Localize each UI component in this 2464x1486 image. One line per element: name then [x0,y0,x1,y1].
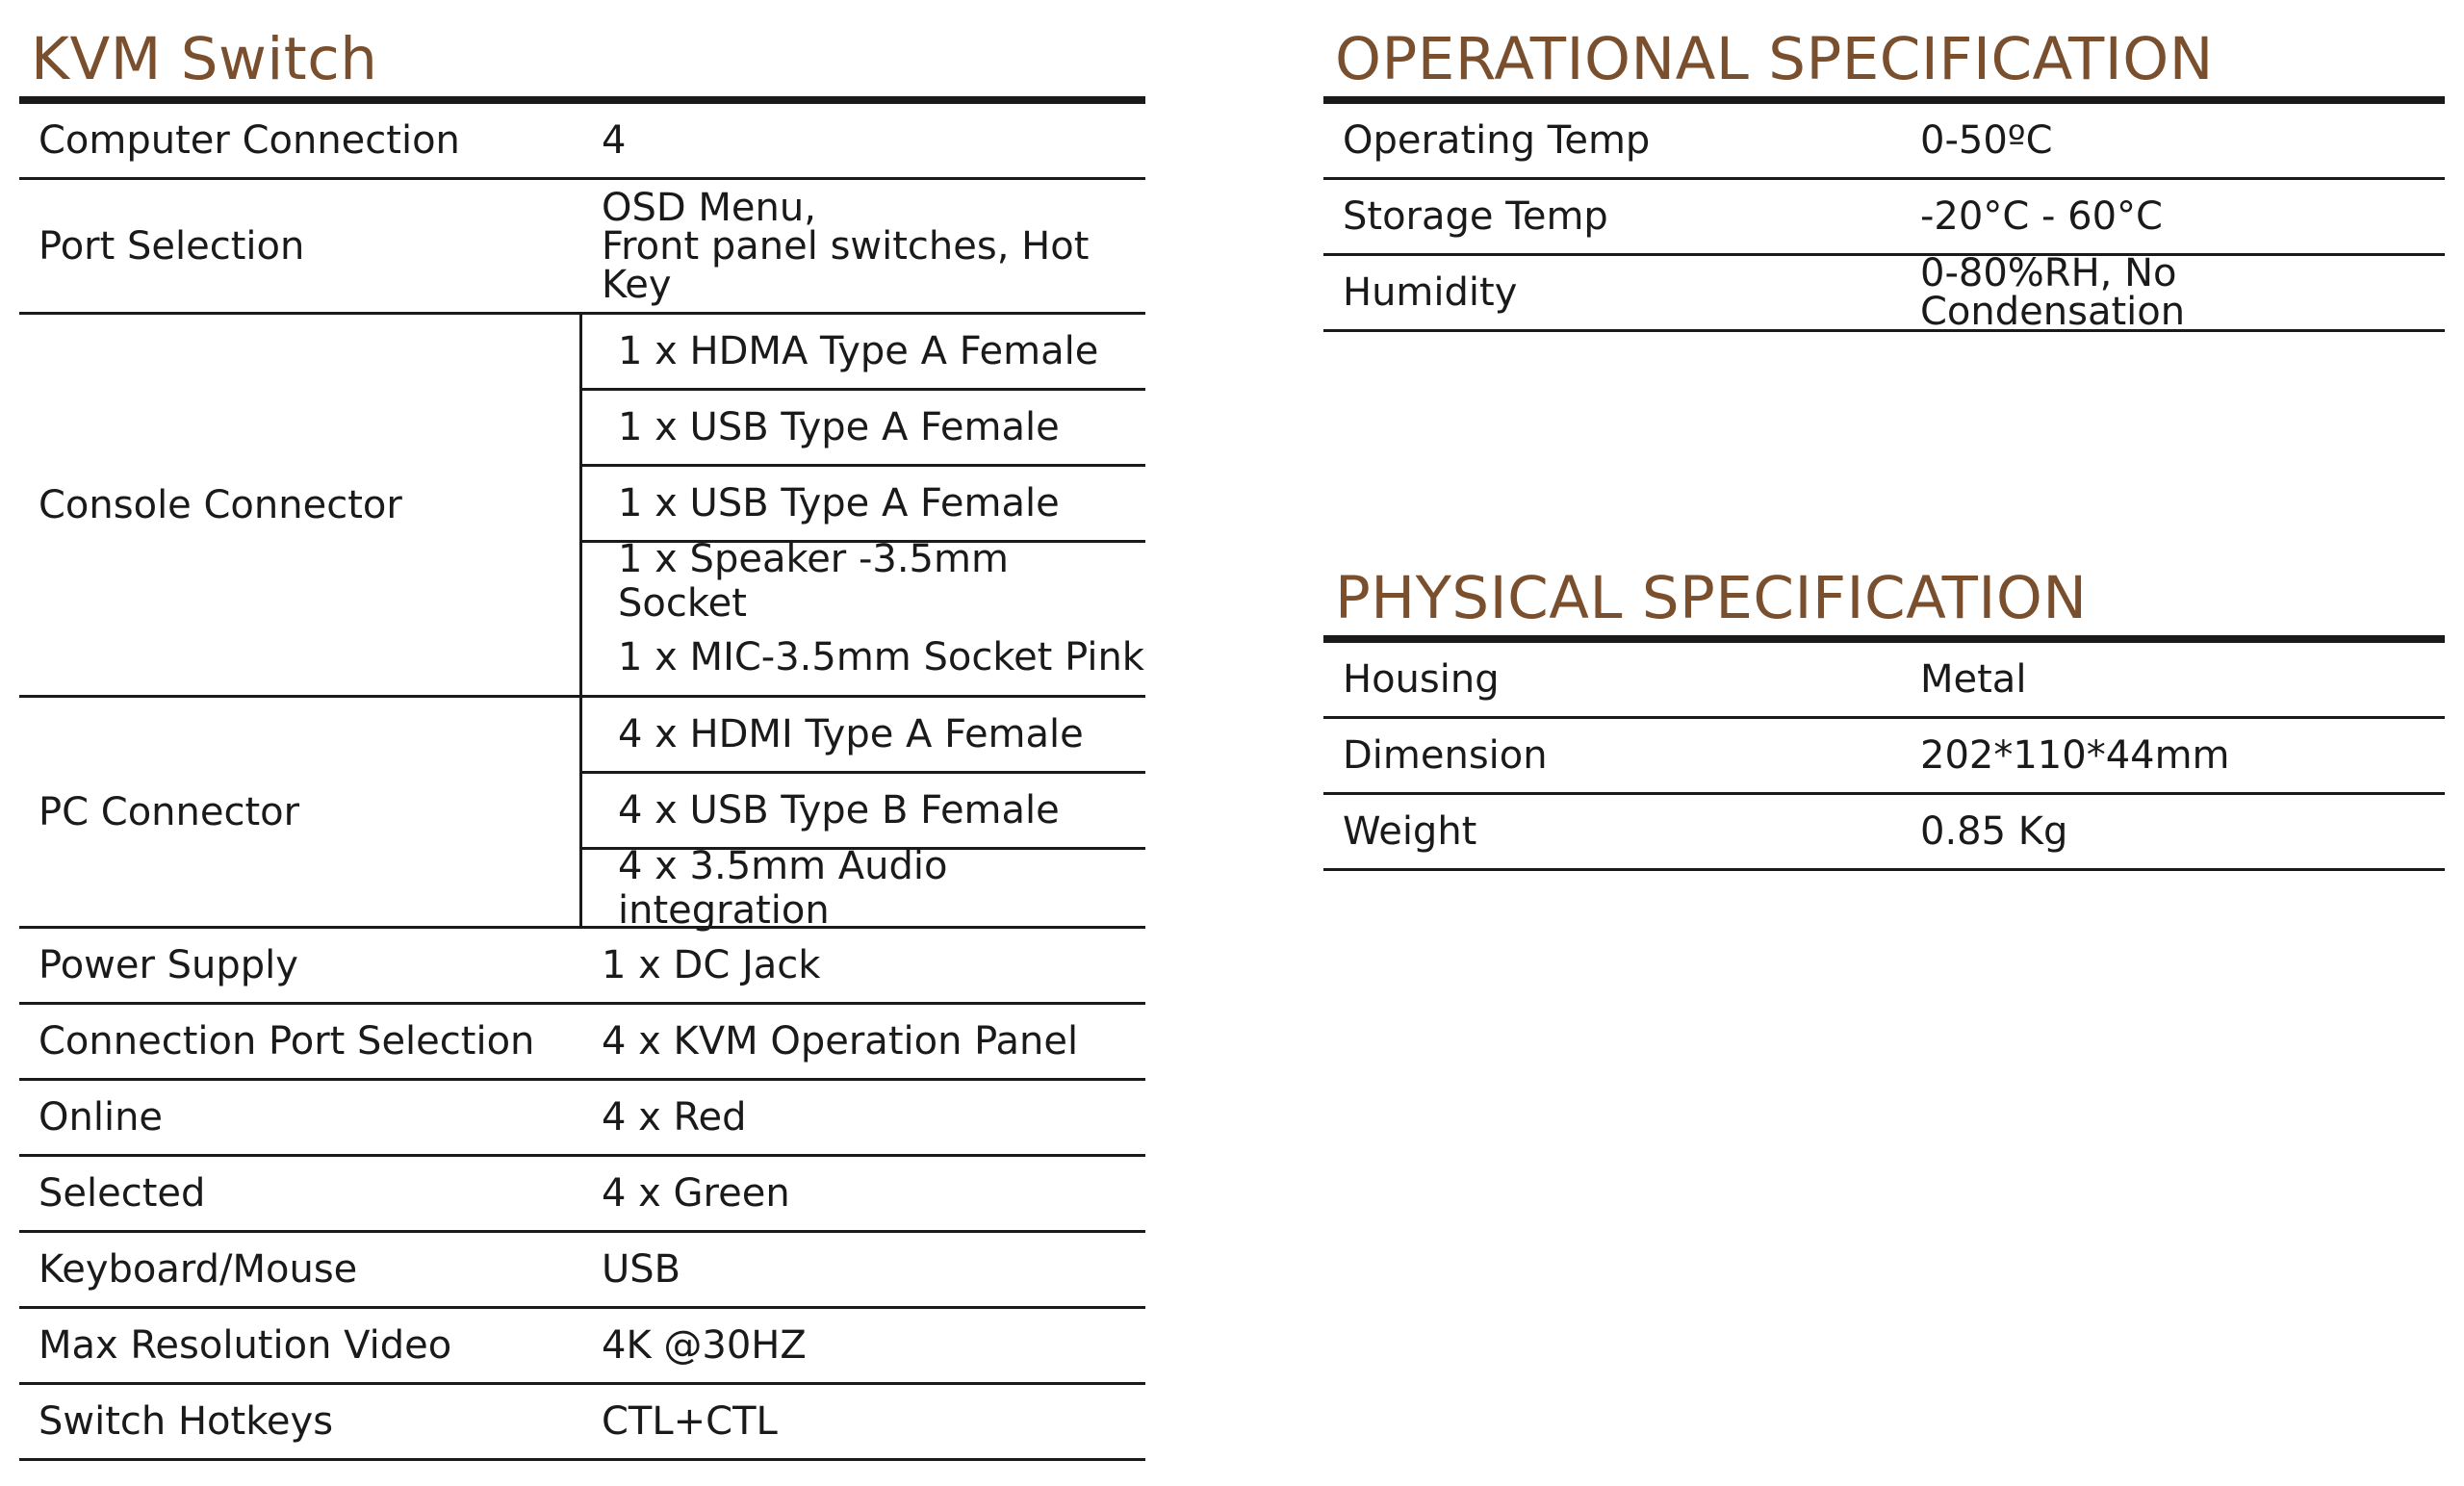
physical-spec-table [1323,520,2445,871]
spec-label: Operating Temp [1343,118,1651,163]
list-item: 1 x USB Type A Female [582,467,1145,543]
table-row [19,929,1145,1005]
spec-value-line: Front panel switches, Hot Key [602,223,1090,307]
spec-label: Computer Connection [38,118,460,163]
spec-value: 1 x DC Jack [602,943,821,987]
spec-label: Max Resolution Video [38,1323,452,1368]
list-item: 1 x MIC-3.5mm Socket Pink [618,634,1144,679]
operational-spec-title: OPERATIONAL SPECIFICATION [1323,0,2445,104]
spec-row-computer-connection [19,104,1145,180]
console-connector-list [582,315,1145,695]
spec-label: PC Connector [19,698,582,926]
spec-value: CTL+CTL [602,1399,778,1444]
table-row [19,1233,1145,1309]
table-row [1323,180,2445,256]
table-row [1323,719,2445,795]
list-item: 1 x USB Type A Female [582,391,1145,467]
spec-value [582,180,1145,312]
table-row [1323,643,2445,719]
list-item: 1 x HDMA Type A Female [582,315,1145,391]
table-row [19,1157,1145,1233]
spec-value: 4 x Red [602,1095,747,1140]
kvm-switch-spec-table [19,0,1145,1461]
spec-value-line: OSD Menu, [602,185,816,230]
spec-value: USB [602,1247,681,1292]
spec-value: 4K @30HZ [602,1323,807,1368]
spec-label: Storage Temp [1343,194,1608,239]
spec-value: 0.85 Kg [1920,809,2068,854]
table-row [1323,795,2445,871]
table-row [19,1005,1145,1081]
spec-value: 4 x Green [602,1171,790,1216]
spec-value: 0-50ºC [1920,118,2053,163]
spec-value: 202*110*44mm [1920,733,2230,778]
spec-value: 4 x KVM Operation Panel [602,1019,1079,1063]
list-item: 1 x Speaker -3.5mm Socket [618,536,1009,626]
spec-value: -20°C - 60°C [1920,194,2163,239]
spec-label: Switch Hotkeys [38,1399,334,1444]
operational-spec-table [1323,0,2445,332]
pc-connector-list [582,698,1145,933]
list-item: 4 x HDMI Type A Female [582,698,1145,774]
spec-value: 4 [602,118,627,163]
spec-label: Connection Port Selection [38,1019,535,1063]
table-row [19,1385,1145,1461]
spec-label: Selected [38,1171,206,1216]
spec-label: Port Selection [38,223,305,269]
spec-label: Dimension [1343,733,1548,778]
spec-label: Online [38,1095,164,1140]
table-row [19,1309,1145,1385]
spec-label: Console Connector [19,315,582,695]
spec-group-console-connector [19,315,1145,698]
spec-group-pc-connector [19,698,1145,933]
list-item: 4 x USB Type B Female [582,774,1145,850]
table-row [19,1081,1145,1157]
spec-value: 0-80%RH, No Condensation [1920,251,2186,334]
table-row [1323,251,2445,334]
kvm-switch-title: KVM Switch [19,0,1145,104]
list-item: 4 x 3.5mm Audio integration [618,843,948,933]
spec-label: Housing [1343,657,1500,702]
spec-label: Power Supply [38,943,298,987]
spec-row-port-selection [19,180,1145,315]
spec-label: Keyboard/Mouse [38,1247,358,1292]
table-row [1323,104,2445,180]
spec-label: Weight [1343,809,1477,854]
spec-label: Humidity [1343,270,1518,315]
physical-spec-title: PHYSICAL SPECIFICATION [1323,520,2445,643]
spec-value: Metal [1920,657,2027,702]
